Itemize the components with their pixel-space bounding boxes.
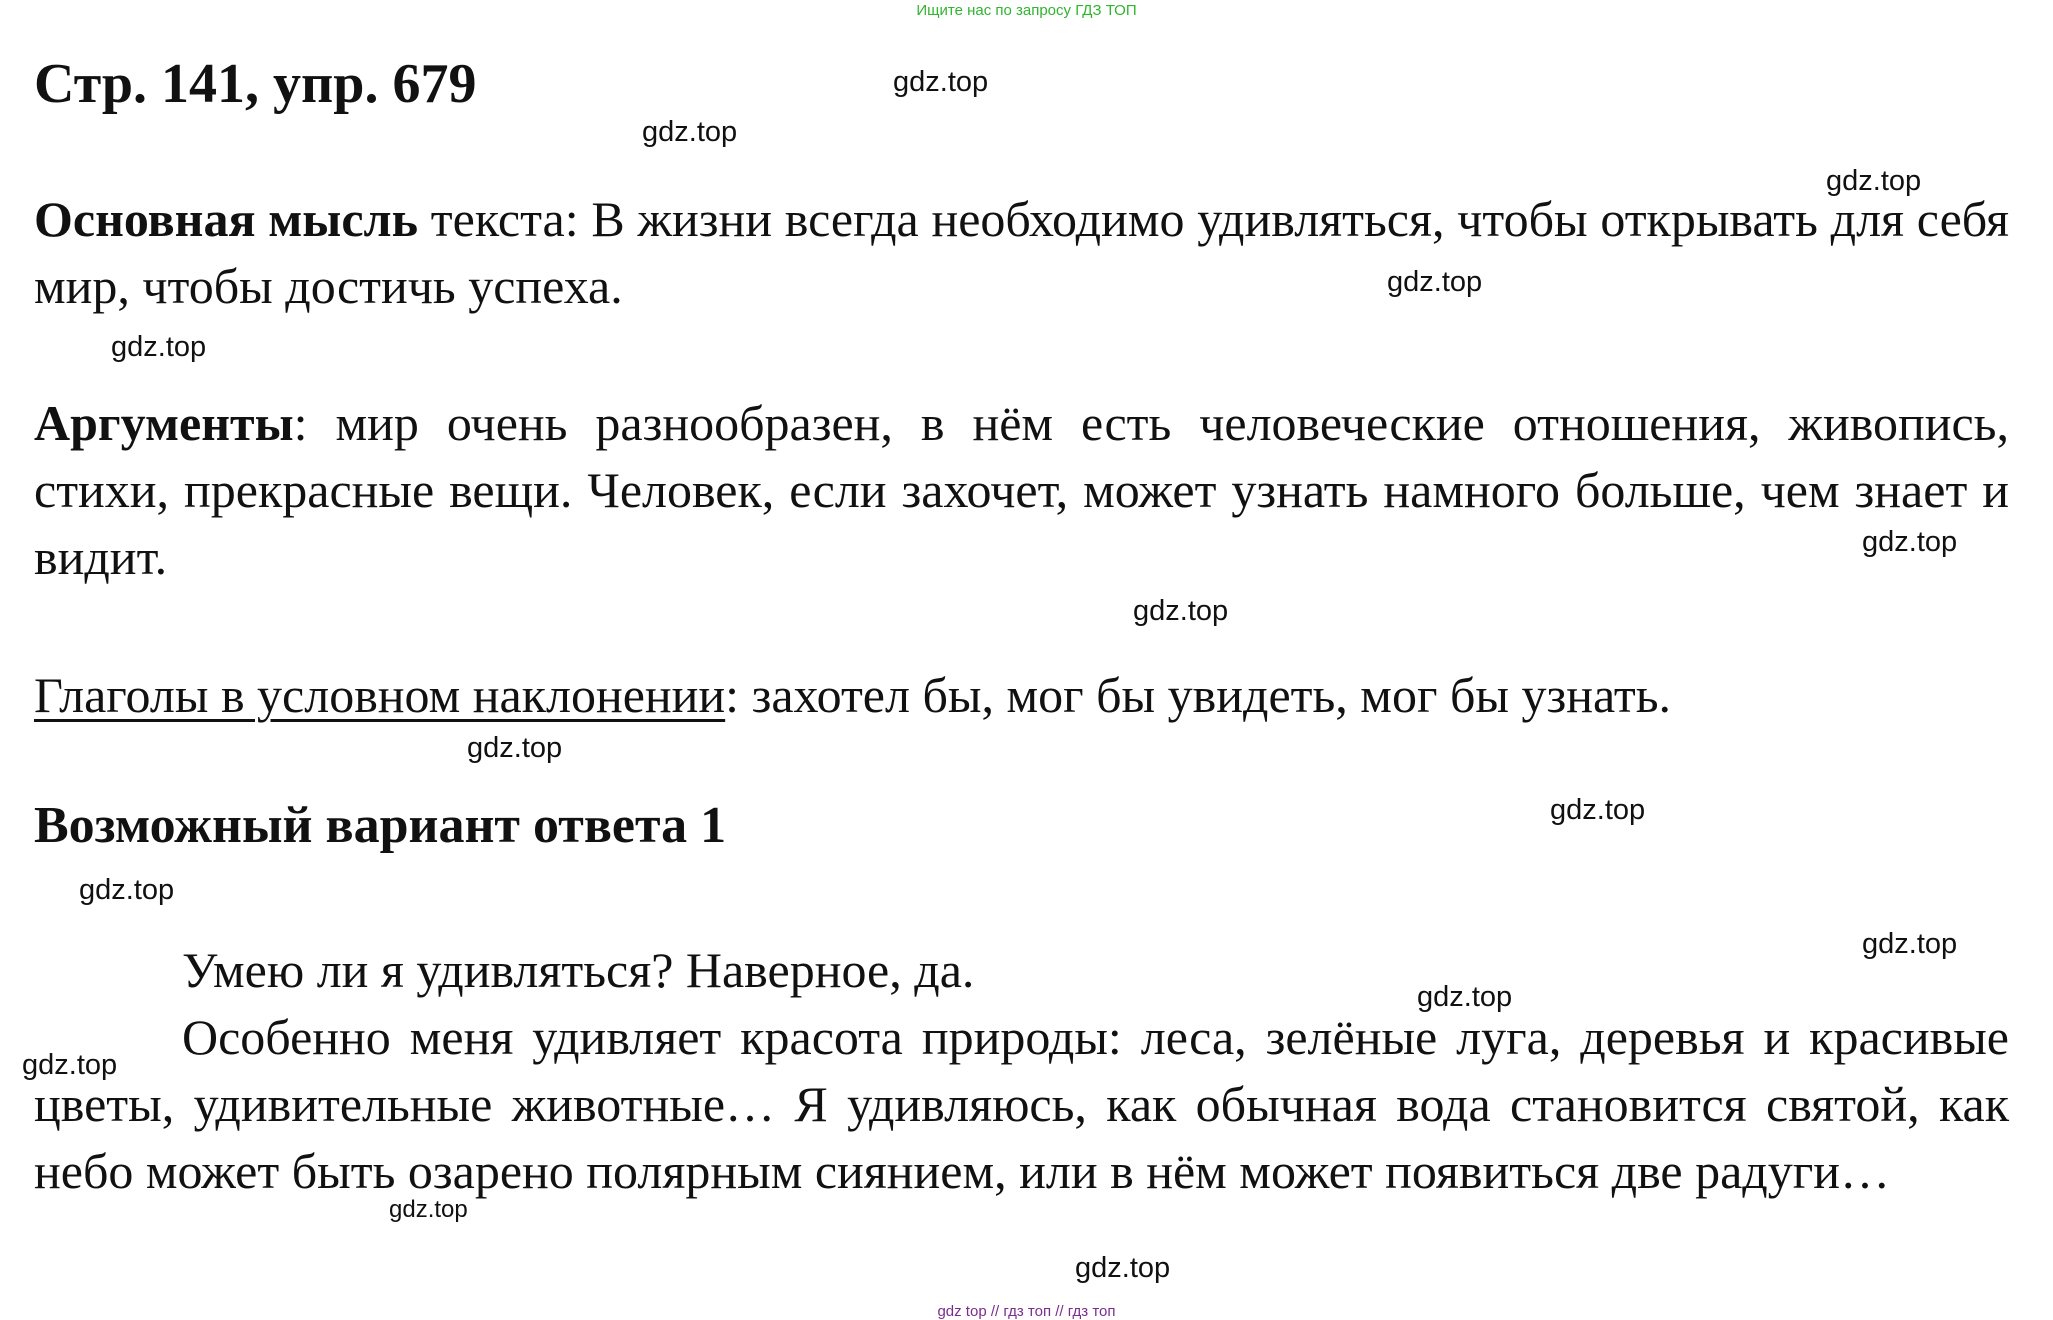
arguments-paragraph xyxy=(34,390,2009,591)
top-banner: Ищите нас по запросу ГДЗ ТОП xyxy=(916,2,1137,19)
watermark: gdz.top xyxy=(1387,266,1483,298)
verbs-label: Глаголы в условном наклонении xyxy=(34,667,726,723)
watermark: gdz.top xyxy=(642,116,738,148)
watermark: gdz.top xyxy=(389,1196,468,1223)
arguments-label: Аргументы xyxy=(34,395,294,451)
watermark: gdz.top xyxy=(79,874,175,906)
arguments-text: : мир очень разнообразен, в нём есть человеческие отношения, живопись, стихи, прекрасные вещи. Человек, если захочет, может узнать намного больше, чем знает и видит. xyxy=(34,395,2009,585)
main-idea-label: Основная мысль xyxy=(34,191,419,247)
verbs-text: : захотел бы, мог бы увидеть, мог бы узнать. xyxy=(725,667,1672,723)
footer-links: gdz top // гдз топ // гдз топ xyxy=(937,1303,1116,1320)
watermark: gdz.top xyxy=(1075,1252,1171,1284)
watermark: gdz.top xyxy=(1862,928,1958,960)
watermark: gdz.top xyxy=(1417,981,1513,1013)
watermark: gdz.top xyxy=(467,732,563,764)
watermark: gdz.top xyxy=(1550,794,1646,826)
watermark: gdz.top xyxy=(893,66,989,98)
watermark: gdz.top xyxy=(22,1049,118,1081)
main-idea-text: текста: В жизни всегда необходимо удивляться, чтобы открывать для себя мир, чтобы достичь успеха. xyxy=(34,191,2009,314)
watermark: gdz.top xyxy=(1826,165,1922,197)
answer-paragraph-2: Особенно меня удивляет красота природы: леса, зелёные луга, деревья и красивые цветы, удивительные животные… Я удивляюсь, как обычная вода становится святой, как небо может быть озарено полярным сиянием, или в нём может появиться две радуги… xyxy=(34,1009,2009,1199)
answer-paragraph-1: Умею ли я удивляться? Наверное, да. xyxy=(182,942,975,998)
main-idea-paragraph xyxy=(34,186,2009,320)
watermark: gdz.top xyxy=(1133,595,1229,627)
verbs-paragraph xyxy=(34,662,2009,729)
page-title: Стр. 141, упр. 679 xyxy=(34,53,477,115)
answer-heading: Возможный вариант ответа 1 xyxy=(34,797,727,854)
watermark: gdz.top xyxy=(1862,526,1958,558)
watermark: gdz.top xyxy=(111,331,207,363)
